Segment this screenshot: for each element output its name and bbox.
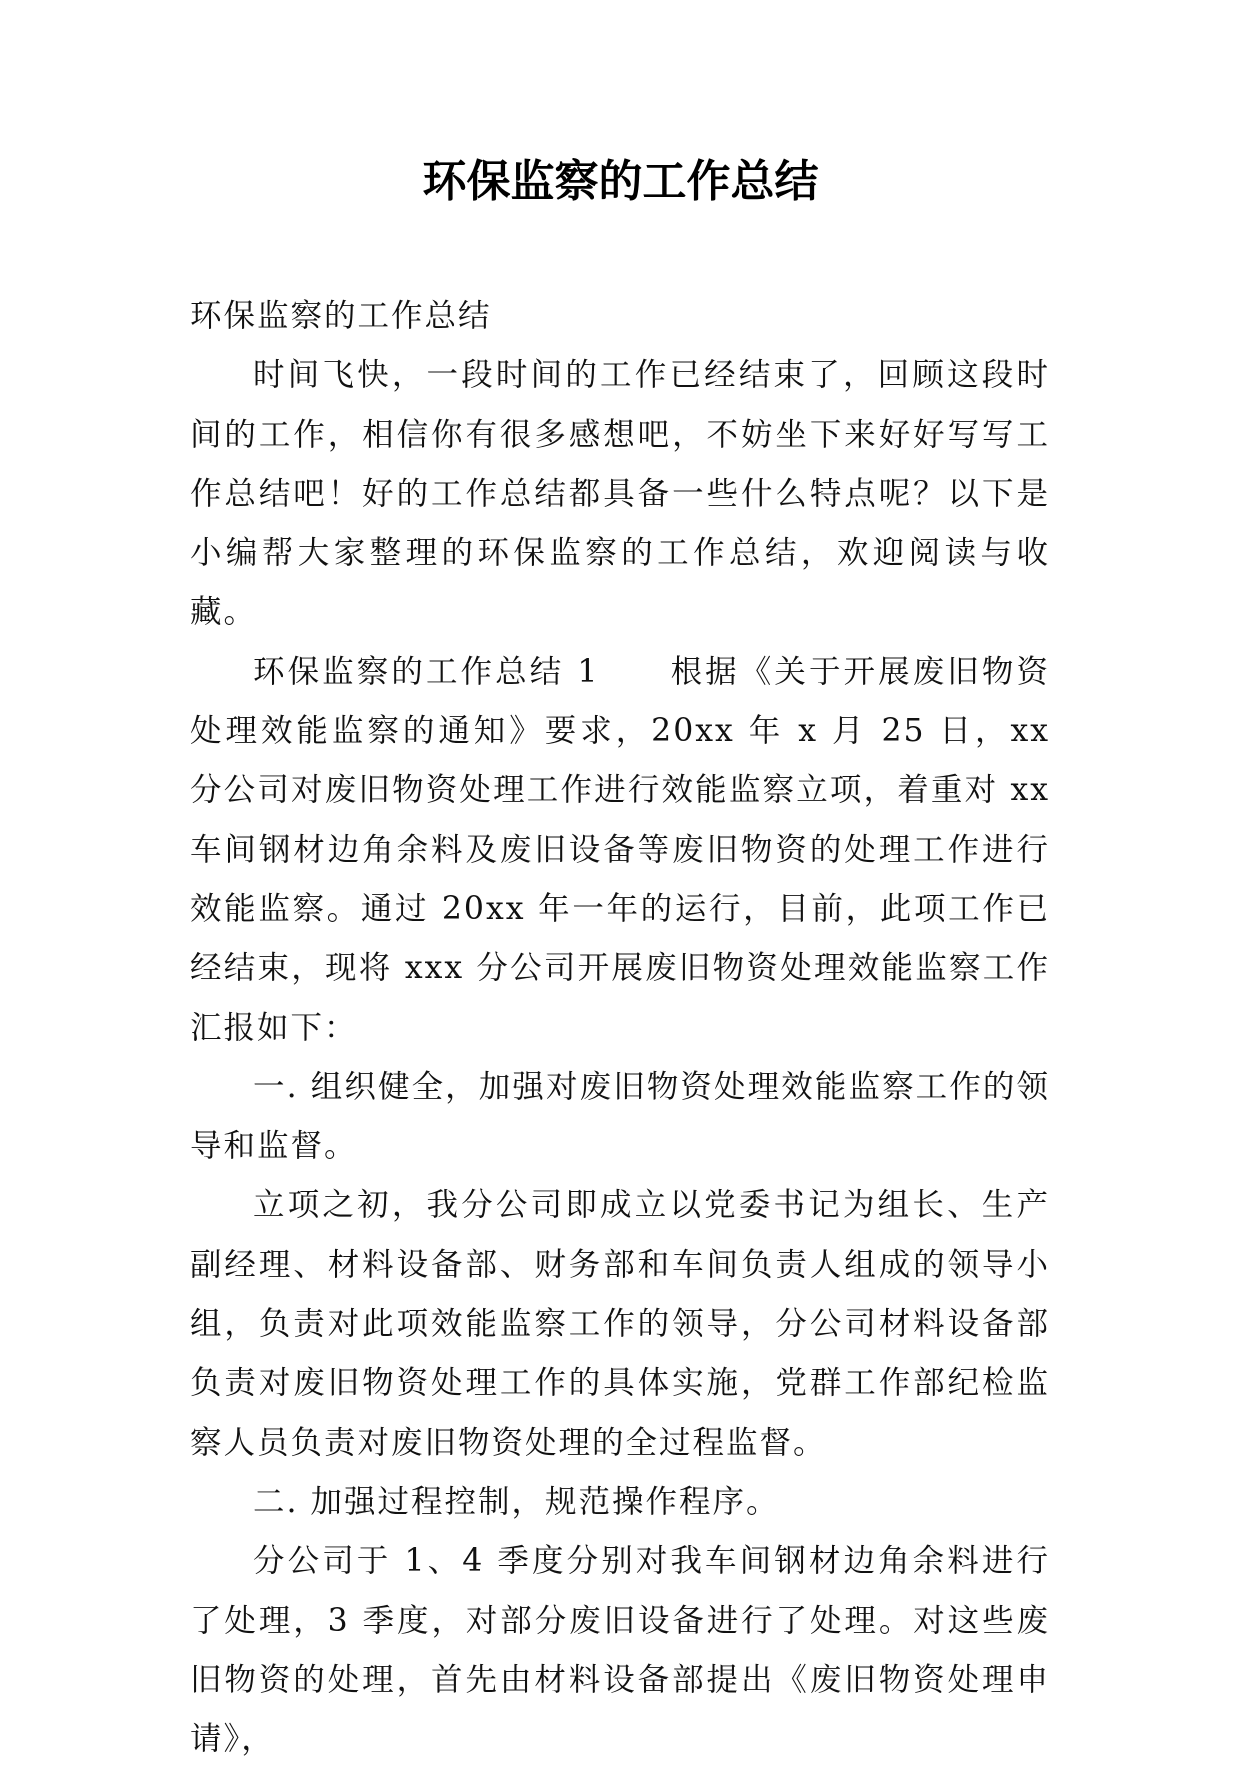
- paragraph-summary-1: [190, 643, 1050, 1058]
- paragraph-process: 分公司于 1、4 季度分别对我车间钢材边角余料进行了处理，3 季度，对部分废旧设备进行了处理。对这些废旧物资的处理，首先由材料设备部提出《废旧物资处理申请》，: [190, 1543, 1050, 1758]
- paragraph-organization: 立项之初，我分公司即成立以党委书记为组长、生产副经理、材料设备部、财务部和车间负责人组成的领导小组，负责对此项效能监察工作的领导，分公司材料设备部负责对废旧物资处理工作的具体实施，党群工作部纪检监察人员负责对废旧物资处理的全过程监督。: [190, 1187, 1050, 1461]
- summary-1-body: 根据《关于开展废旧物资处理效能监察的通知》要求，20xx 年 x 月 25 日，xx 分公司对废旧物资处理工作进行效能监察立项，着重对 xx 车间钢材边角余料及废旧设备等废旧物资的处理工作进行效能监察。通过 20xx 年一年的运行，目前，此项工作已经结束，现将 xxx 分公司开展废旧物资处理效能监察工作汇报如下：: [190, 653, 1050, 1046]
- section-heading-1: 一. 组织健全，加强对废旧物资处理效能监察工作的领导和监督。: [190, 1068, 1050, 1165]
- document-title: 环保监察的工作总结: [422, 156, 819, 207]
- section-heading-2: 二. 加强过程控制，规范操作程序。: [253, 1483, 780, 1520]
- paragraph-intro: 时间飞快，一段时间的工作已经结束了，回顾这段时间的工作，相信你有很多感想吧，不妨坐下来好好写写工作总结吧！好的工作总结都具备一些什么特点呢？以下是小编帮大家整理的环保监察的工作总结，欢迎阅读与收藏。: [190, 357, 1050, 631]
- summary-1-heading: 环保监察的工作总结 1: [253, 653, 600, 690]
- document-body: [190, 287, 1050, 1769]
- paragraph-subtitle: 环保监察的工作总结: [190, 298, 492, 334]
